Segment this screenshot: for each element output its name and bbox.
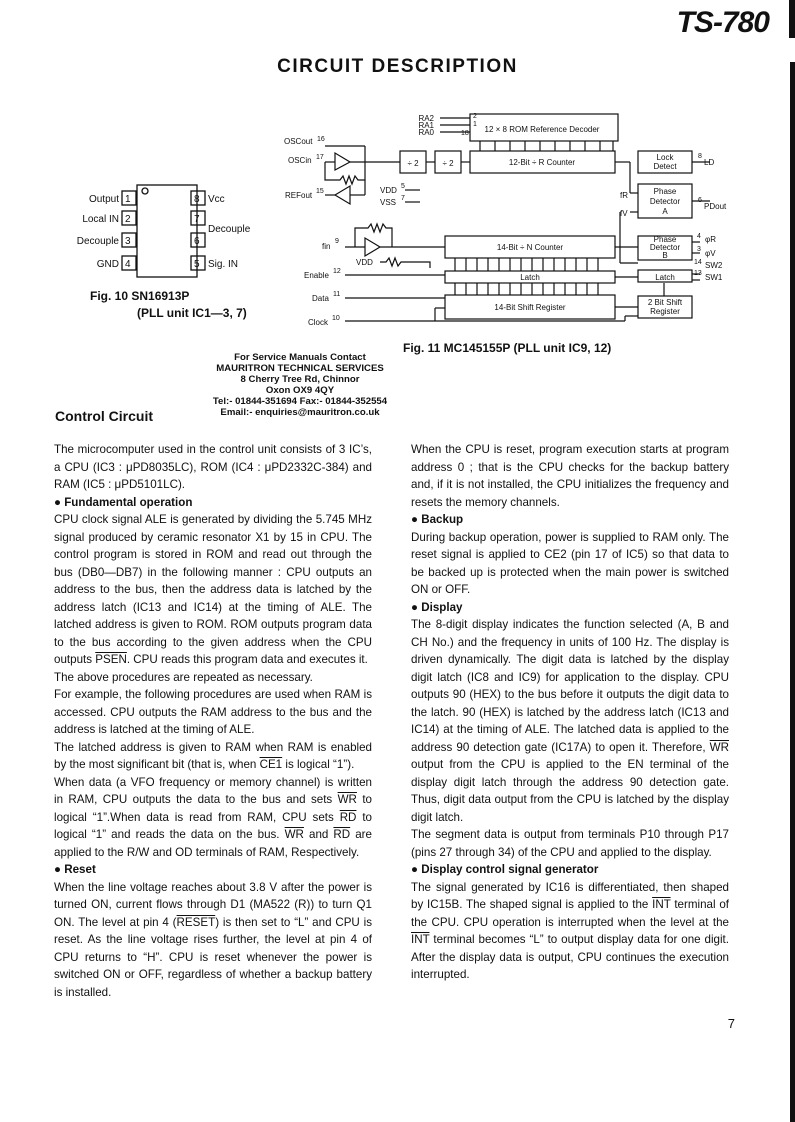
shift-register-label: 14-Bit Shift Register — [494, 303, 566, 312]
ra2-label: RA2 — [418, 114, 434, 123]
vdd2-label: VDD — [356, 258, 373, 267]
reset-signal: RESET — [176, 915, 216, 929]
right-para-2: During backup operation, power is supplied to RAM only. The reset signal is applied to CE2 (pin 17 of IC5) so that data to be backed up is protected when the main power is switched ON or OFF. — [411, 530, 729, 596]
pin-1-num: 1 — [125, 194, 131, 205]
ce1-signal: CE1 — [259, 758, 283, 771]
left-para-6: When data (a VFO frequency or memory channel) is written in RAM, CPU outputs the data to the bus and sets $\overline{WR}$ to logical “1”.When data is read from RAM, CPU sets $\overline{RD}$ to logical “1” and reads the data on the bus. $\overline{WR}$ and $\overline{RD}$ are applied to the R/W and OD terminals of RAM, Respectively. — [54, 775, 373, 859]
left-column — [54, 441, 372, 1001]
rd-signal: $\overline{RD}$ — [333, 828, 351, 841]
right-column — [411, 441, 729, 984]
pd-b-label-1: Phase — [653, 235, 677, 244]
lock-detect-label-2: Detect — [653, 162, 677, 171]
pin-2-label: Local IN — [82, 214, 119, 225]
edge-bar-top — [789, 0, 795, 38]
page-title: CIRCUIT DESCRIPTION — [277, 56, 518, 77]
heading-reset: ● Reset — [54, 863, 96, 876]
left-para-7: When the line voltage reaches about 3.8 V after the power is turned ON, current flows through D1 (MA522 (R)) to turn Q1 ON. The level at pin 4 (RESET) is then set to “L” and CPU is reset. As the line voltage rises further, the level at pin 4 of CPU returns to “H”. CPU is reset whenever the power is switched ON or OFF, regardless of whether a backup battery is installed. — [54, 880, 372, 999]
pin-2-num: 2 — [125, 214, 131, 225]
rom-bus-arrows — [480, 141, 613, 151]
pin-1-label: Output — [88, 194, 119, 205]
contact-line2: MAURITRON TECHNICAL SERVICES — [216, 363, 384, 374]
left-para-5: The latched address is given to RAM when RAM is enabled by the most significant bit (that is, when CE1 is logical “1”). — [54, 740, 372, 771]
pin-5-label: Sig. IN — [208, 259, 239, 270]
osc-inverter — [335, 153, 350, 170]
int-signal: $\overline{INT}$ — [411, 933, 430, 946]
pd-b-label-3: B — [662, 251, 668, 260]
phv-pin: 3 — [697, 246, 701, 253]
oscin-pin: 17 — [316, 154, 324, 161]
contact-line1: For Service Manuals Contact — [234, 352, 366, 363]
psen-signal: PSEN — [95, 653, 127, 666]
data-label: Data — [312, 294, 329, 303]
n-counter-label: 14-Bit ÷ N Counter — [496, 243, 564, 252]
oscout-label: OSCout — [284, 137, 313, 146]
lock-detect-label-1: Lock — [656, 153, 674, 162]
refout-label: REFout — [285, 191, 313, 200]
left-para-2: CPU clock signal ALE is generated by dividing the 5.745 MHz signal produced by ceramic resonator X1 by 15 in CPU. The control program is stored in ROM and read out through the bus (DB0—DB7) in the following manner : CPU outputs an address to the bus, then the address data is latched by the address latch (IC13 and IC14) at the timing of ALE. The latched address is given to ROM. ROM outputs program data to the bus according to the given address when the CPU outputs PSEN. CPU reads this program data and executes it. — [54, 513, 372, 666]
wr-signal: $\overline{WR}$ — [284, 828, 304, 841]
sw1-label: SW1 — [705, 273, 723, 282]
latch2-label: Latch — [655, 273, 675, 282]
sw1-pin: 13 — [694, 270, 702, 277]
right-para-1: When the CPU is reset, program execution starts at program address 0 ; that is the CPU checks for the backup battery and, if it is not installed, the CPU initializes the frequency and resets the memory channels. — [411, 443, 729, 509]
data-pin: 11 — [333, 291, 341, 298]
pin-8-num: 8 — [194, 194, 200, 205]
fr-label: fR — [620, 191, 628, 200]
sw2-pin: 14 — [694, 259, 702, 266]
fig11-caption: Fig. 11 MC145155P (PLL unit IC9, 12) — [403, 341, 612, 355]
pin-4-label: GND — [96, 259, 119, 270]
fin-amplifier — [365, 238, 380, 256]
right-para-4: The segment data is output from terminals P10 through P17 (pins 27 through 34) of the CPU and applied to the display. — [411, 828, 729, 859]
ld-label: LD — [704, 158, 715, 167]
ra1-pin: 1 — [473, 121, 477, 128]
pin-3-label: Decouple — [76, 236, 119, 247]
ra1-label: RA1 — [418, 121, 434, 130]
vss-label: VSS — [380, 198, 397, 207]
section-heading: Control Circuit — [55, 408, 153, 424]
sw2-label: SW2 — [705, 261, 723, 270]
oscin-label: OSCin — [288, 156, 312, 165]
contact-line6: Email:- enquiries@mauritron.co.uk — [220, 407, 380, 418]
clock-label: Clock — [308, 318, 329, 327]
vdd-pin: 5 — [401, 183, 405, 190]
shift2-label-2: Register — [650, 307, 680, 316]
ra0-label: RA0 — [418, 128, 434, 137]
pin-4-num: 4 — [125, 259, 131, 270]
divider-1-label: ÷ 2 — [407, 159, 419, 168]
contact-line5: Tel:- 01844-351694 Fax:- 01844-352554 — [212, 396, 388, 407]
fig10-pinout-diagram — [60, 180, 290, 325]
phr-label: φR — [705, 235, 716, 244]
left-para-3: The above procedures are repeated as necessary. — [54, 670, 313, 684]
divider-2-label: ÷ 2 — [442, 159, 454, 168]
vdd-pullup-resistor — [380, 258, 430, 268]
wr-signal: $\overline{WR}$ — [709, 740, 729, 754]
enable-label: Enable — [304, 271, 329, 280]
oscout-pin: 16 — [317, 136, 325, 143]
pd-a-label-3: A — [662, 207, 668, 216]
ref-out-buffer — [335, 186, 350, 204]
pin-6-num: 6 — [194, 236, 200, 247]
vss-pin: 7 — [401, 195, 405, 202]
page-number: 7 — [727, 1016, 735, 1031]
pdout-label: PDout — [704, 202, 727, 211]
right-para-5: The signal generated by IC16 is differentiated, then shaped by IC15B. The shaped signal is applied to the $\overline{INT}$ terminal of the CPU. CPU operation is interrupted when the level at the $\overline{INT}$ terminal becomes “L” to output display data for one digit. After the display data is output, CPU continues the execution interrupted. — [411, 880, 729, 981]
contact-line3: 8 Cherry Tree Rd, Chinnor — [240, 374, 360, 385]
service-contact-block — [200, 352, 400, 418]
phv-label: φV — [705, 249, 716, 258]
model-number: TS-780 — [676, 6, 769, 39]
wr-signal: $\overline{WR}$ — [337, 793, 357, 806]
heading-backup: ● Backup — [411, 513, 464, 526]
rom-decoder-label: 12 × 8 ROM Reference Decoder — [484, 125, 600, 134]
latch-label: Latch — [520, 273, 540, 282]
ra0-pin: 18 — [461, 130, 469, 137]
heading-fundamental-operation: ● Fundamental operation — [54, 495, 193, 509]
pin-7-label: Decouple — [208, 224, 251, 235]
fin-label: fin — [322, 242, 331, 251]
pd-b-label-2: Detector — [649, 243, 681, 252]
pin-3-num: 3 — [125, 236, 131, 247]
fin-pin: 9 — [335, 238, 339, 245]
pin-5-num: 5 — [194, 259, 200, 270]
fig10-caption-line1: Fig. 10 SN16913P — [90, 289, 190, 303]
pin-8-label: Vcc — [208, 194, 225, 205]
shift2-label-1: 2 Bit Shift — [647, 298, 683, 307]
edge-bar — [790, 62, 795, 1122]
pin-7-num: 7 — [194, 214, 200, 225]
ld-pin: 8 — [698, 153, 702, 160]
clock-pin: 10 — [332, 315, 340, 322]
heading-display: ● Display — [411, 600, 463, 614]
fig10-caption-line2: (PLL unit IC1—3, 7) — [137, 306, 247, 320]
pdout-pin: 6 — [698, 197, 702, 204]
pd-a-label-2: Detector — [649, 197, 681, 206]
left-para-1: The microcomputer used in the control unit consists of 3 IC’s, a CPU (IC3 : μPD8035LC), ROM (IC4 : μPD2332C-384) and RAM (IC5 : μPD5101LC). — [54, 443, 372, 491]
right-para-3: The 8-digit display indicates the function selected (A, B and CH No.) and the frequency in units of 100 Hz. The display is driven dynamically. The digit data is latched by the display digit latch (IC8 and IC9) for application to the display. CPU outputs 90 (HEX) to the bus before it outputs the digit data to the latch. 90 (HEX) is latched by the address latch (IC13 and IC14) at the timing of ALE. The latched data is applied to the address 90 detection gate (IC17A) to open it. Therefore, $\overline{WR}$ output from the CPU is applied to the EN terminal of the display digit latch through the address 90 detection gate. Thus, digit data output from the CPU is latched by the display digit latch. — [411, 618, 729, 824]
fv-label: fV — [620, 209, 628, 218]
ra2-pin: 2 — [473, 113, 477, 120]
int-signal: $\overline{INT}$ — [652, 898, 671, 911]
heading-display-control: ● Display control signal generator — [411, 863, 599, 876]
refout-pin: 15 — [316, 188, 324, 195]
vdd-label: VDD — [380, 186, 397, 195]
fig11-block-diagram — [280, 108, 760, 358]
pd-a-label-1: Phase — [653, 187, 677, 196]
phr-pin: 4 — [697, 233, 701, 240]
left-para-4: For example, the following procedures are used when RAM is accessed. CPU outputs the RAM address to the bus and the address is latched at the timing of ALE. — [54, 688, 372, 736]
contact-line4: Oxon OX9 4QY — [265, 385, 335, 396]
enable-pin: 12 — [333, 268, 341, 275]
rd-signal: $\overline{RD}$ — [339, 810, 357, 824]
r-counter-label: 12-Bit ÷ R Counter — [508, 158, 576, 167]
